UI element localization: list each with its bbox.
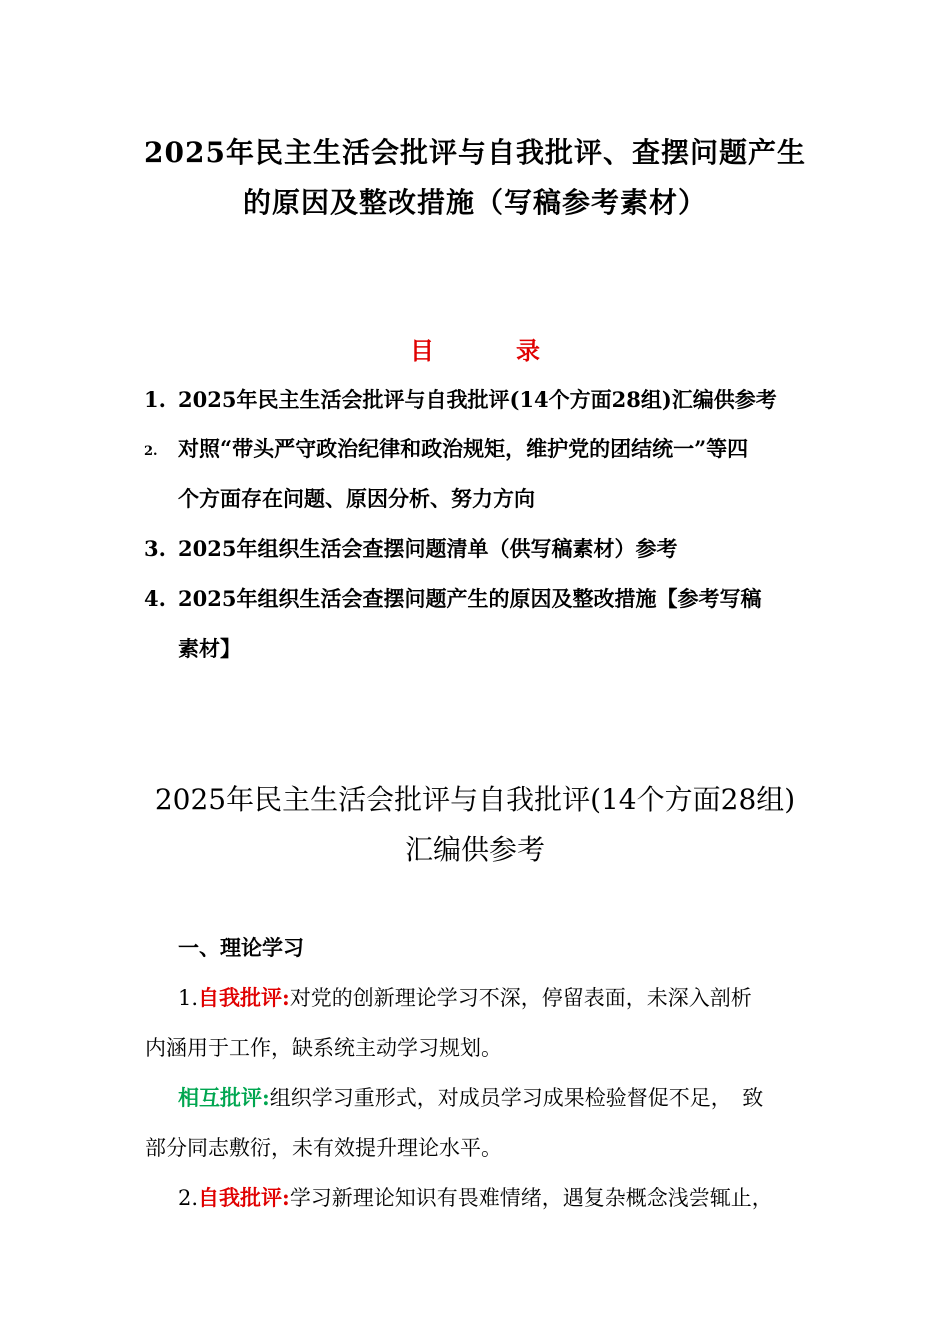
paragraph-1-prefix: 1. (178, 986, 199, 1010)
toc-heading-char1: 目 (410, 336, 434, 365)
toc-heading (0, 333, 950, 369)
toc-item-4-line1[interactable]: 2025年组织生活会查摆问题产生的原因及整改措施【参考写稿 (178, 586, 762, 611)
subheading-theory-study: 一、理论学习 (178, 935, 304, 960)
toc-item-2-number: 2. (144, 444, 158, 459)
toc-item-3[interactable]: 2025年组织生活会查摆问题清单（供写稿素材）参考 (178, 536, 678, 561)
paragraph-1-line1 (178, 983, 752, 1013)
toc-heading-char2: 录 (516, 336, 540, 365)
mutual-criticism-label: 相互批评: (178, 1085, 270, 1110)
paragraph-2-line2: 部分同志敷衍，未有效提升理论水平。 (145, 1136, 502, 1160)
doc-title-line1: 2025年民主生活会批评与自我批评、查摆问题产生 (144, 136, 806, 169)
section-title-line1: 2025年民主生活会批评与自我批评(14个方面28组) (154, 783, 796, 816)
paragraph-3-line1 (178, 1183, 773, 1213)
self-criticism-label: 自我批评: (198, 985, 290, 1010)
paragraph-2-line1 (178, 1083, 763, 1113)
paragraph-3-text: 学习新理论知识有畏难情绪，遇复杂概念浅尝辄止， (289, 1186, 773, 1210)
paragraph-2-text: 组织学习重形式，对成员学习成果检验督促不足， 致 (269, 1086, 764, 1110)
toc-item-3-number: 3. (144, 536, 166, 561)
paragraph-1-text: 对党的创新理论学习不深，停留表面，未深入剖析 (289, 986, 752, 1010)
toc-item-2-line2[interactable]: 个方面存在问题、原因分析、努力方向 (178, 486, 535, 511)
toc-item-4-line2[interactable]: 素材】 (178, 636, 241, 661)
toc-item-1[interactable]: 2025年民主生活会批评与自我批评(14个方面28组)汇编供参考 (178, 387, 777, 412)
toc-item-4-number: 4. (144, 586, 166, 611)
paragraph-3-prefix: 2. (178, 1186, 199, 1210)
section-title-line2: 汇编供参考 (404, 833, 545, 866)
toc-item-2-line1[interactable]: 对照“带头严守政治纪律和政治规矩，维护党的团结统一”等四 (178, 436, 749, 461)
toc-item-1-number: 1. (144, 387, 166, 412)
doc-title-line2: 的原因及整改措施（写稿参考素材） (242, 186, 707, 219)
self-criticism-label-2: 自我批评: (198, 1185, 290, 1210)
paragraph-1-line2: 内涵用于工作，缺系统主动学习规划。 (145, 1036, 502, 1060)
